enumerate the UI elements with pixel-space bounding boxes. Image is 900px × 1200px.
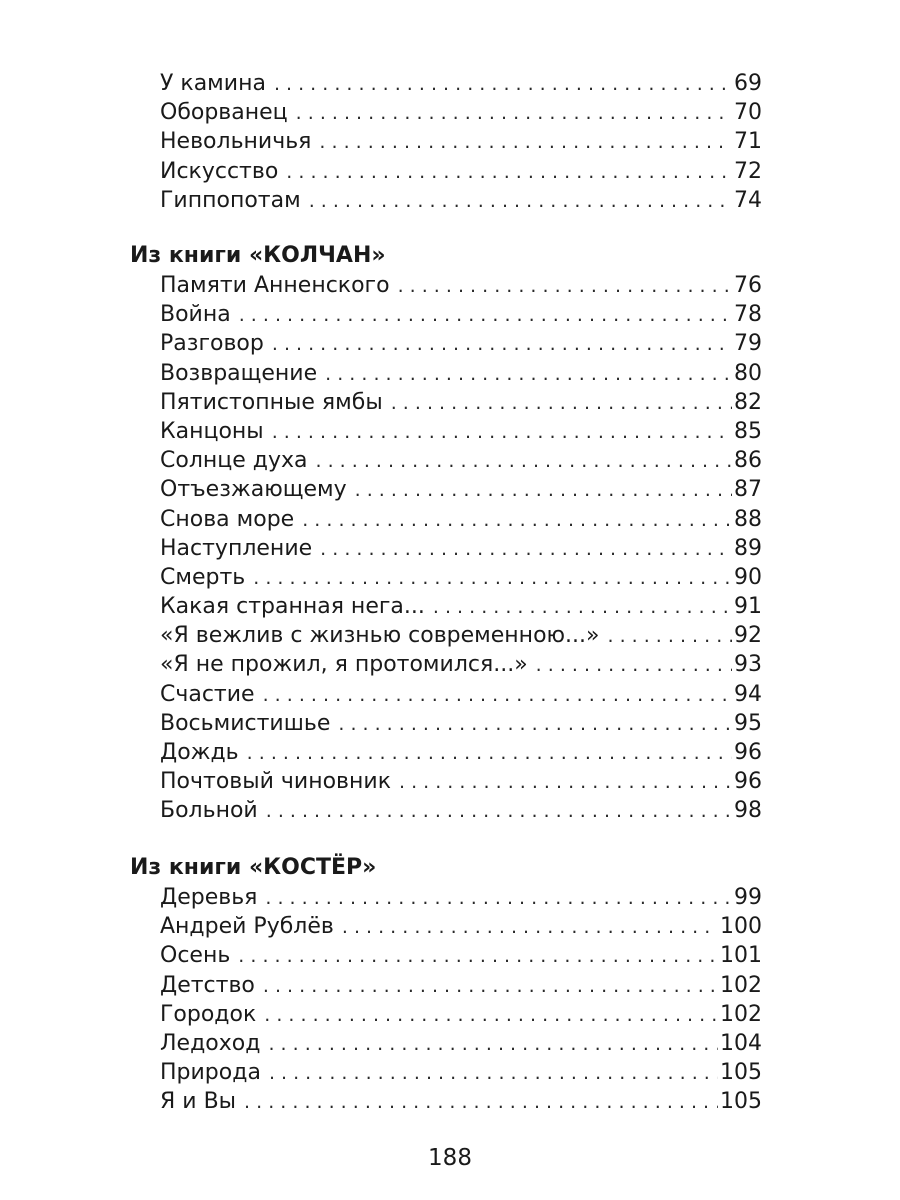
dot-leader <box>338 710 732 739</box>
toc-entry-page: 92 <box>734 623 762 649</box>
section-heading-koster: Из книги «КОСТЁР» <box>130 855 377 880</box>
dot-leader <box>316 447 732 476</box>
page-number: 188 <box>428 1145 472 1171</box>
toc-entry-title: Оборванец <box>160 100 288 126</box>
toc-entry-page: 72 <box>734 158 762 184</box>
toc-entry-page: 82 <box>734 389 762 415</box>
toc-entry-title: Дождь <box>160 740 239 765</box>
dot-leader <box>239 301 732 330</box>
dot-leader <box>264 1001 718 1030</box>
toc-entry-title: Пятистопные ямбы <box>160 389 383 415</box>
toc-entry <box>160 767 762 796</box>
dot-leader <box>238 942 718 971</box>
toc-entry-page: 71 <box>734 129 762 155</box>
toc-entry <box>160 475 762 504</box>
toc-entry-title: Счастие <box>160 681 255 707</box>
toc-entry-page: 89 <box>734 535 762 561</box>
dot-leader <box>253 564 732 593</box>
section-heading-kolchan: Из книги «КОЛЧАН» <box>130 243 386 268</box>
toc-entry-page: 79 <box>734 331 762 357</box>
toc-entry-title: Природа <box>160 1060 261 1086</box>
toc-entry-page: 105 <box>720 1060 762 1086</box>
toc-entry <box>160 388 762 417</box>
dot-leader <box>263 972 718 1001</box>
toc-entry-page: 90 <box>734 564 762 590</box>
toc-entry <box>160 563 762 592</box>
toc-entry <box>160 329 762 358</box>
toc-entry <box>160 127 762 156</box>
toc-entry-page: 96 <box>734 769 762 795</box>
dot-leader <box>265 884 732 913</box>
toc-entry-title: Канцоны <box>160 418 264 444</box>
toc-entry-page: 69 <box>734 71 762 96</box>
toc-entry-title: Смерть <box>160 564 246 590</box>
toc-entry-page: 98 <box>734 798 762 824</box>
toc-entry <box>160 417 762 446</box>
toc-entry-title: Осень <box>160 943 231 969</box>
toc-entry <box>160 186 762 215</box>
dot-leader <box>325 360 732 389</box>
toc-entry-title: Война <box>160 302 231 328</box>
dot-leader <box>268 1030 718 1059</box>
dot-leader <box>320 535 732 564</box>
toc-entry-page: 87 <box>734 477 762 503</box>
toc-entry-page: 104 <box>720 1030 762 1056</box>
dot-leader <box>286 158 732 187</box>
dot-leader <box>607 622 732 651</box>
toc-entry-title: Больной <box>160 798 258 824</box>
toc-entry <box>160 592 762 621</box>
toc-entry-title: Невольничья <box>160 129 312 155</box>
dot-leader <box>309 187 732 216</box>
toc-entry-title: Какая странная нега... <box>160 594 425 620</box>
toc-entry-page: 96 <box>734 740 762 765</box>
toc-entry-title: Разговор <box>160 331 264 357</box>
toc-entry <box>160 971 762 1000</box>
toc-entry <box>160 1029 762 1058</box>
dot-leader <box>399 768 732 797</box>
toc-entry <box>160 738 762 767</box>
toc-list-kolchan <box>160 271 762 826</box>
toc-entry-title: Наступление <box>160 535 313 561</box>
toc-entry-page: 99 <box>734 885 762 910</box>
dot-leader <box>342 913 718 942</box>
toc-entry-page: 91 <box>734 594 762 620</box>
toc-entry-page: 78 <box>734 302 762 328</box>
toc-entry-title: Детство <box>160 972 255 998</box>
dot-leader <box>433 593 732 622</box>
dot-leader <box>272 418 732 447</box>
toc-entry <box>160 941 762 970</box>
dot-leader <box>302 506 732 535</box>
toc-entry <box>160 69 762 98</box>
toc-entry-page: 76 <box>734 273 762 298</box>
toc-entry <box>160 446 762 475</box>
toc-entry-page: 88 <box>734 506 762 532</box>
dot-leader <box>263 681 732 710</box>
toc-entry-title: «Я не прожил, я протомился...» <box>160 652 528 678</box>
toc-entry-page: 93 <box>734 652 762 678</box>
toc-entry-title: Гиппопотам <box>160 187 301 213</box>
dot-leader <box>266 797 732 826</box>
toc-entry-page: 105 <box>720 1089 762 1115</box>
toc-entry <box>160 505 762 534</box>
toc-entry <box>160 157 762 186</box>
toc-entry-title: «Я вежлив с жизнью современною...» <box>160 623 600 649</box>
toc-entry-title: Снова море <box>160 506 295 532</box>
toc-entry-title: У камина <box>160 71 266 96</box>
toc-entry <box>160 796 762 825</box>
toc-entry-page: 70 <box>734 100 762 126</box>
toc-entry <box>160 912 762 941</box>
toc-entry-page: 95 <box>734 710 762 736</box>
dot-leader <box>247 739 732 768</box>
toc-entry <box>160 359 762 388</box>
toc-entry-title: Солнце духа <box>160 448 308 474</box>
toc-list-koster <box>160 883 762 1117</box>
toc-entry-page: 80 <box>734 360 762 386</box>
toc-entry <box>160 709 762 738</box>
toc-entry-page: 94 <box>734 681 762 707</box>
dot-leader <box>398 272 732 301</box>
toc-entry <box>160 1000 762 1029</box>
toc-entry <box>160 1058 762 1087</box>
dot-leader <box>296 99 732 128</box>
toc-entry-title: Городок <box>160 1001 257 1027</box>
dot-leader <box>274 70 732 99</box>
toc-entry-title: Восьмистишье <box>160 710 331 736</box>
toc-entry-page: 102 <box>720 1001 762 1027</box>
toc-entry <box>160 300 762 329</box>
toc-entry-page: 86 <box>734 448 762 474</box>
toc-entry-page: 100 <box>720 914 762 940</box>
dot-leader <box>272 330 732 359</box>
toc-entry-title: Искусство <box>160 158 279 184</box>
toc-entry-page: 102 <box>720 972 762 998</box>
toc-entry-title: Почтовый чиновник <box>160 769 391 795</box>
toc-entry-title: Ледоход <box>160 1030 261 1056</box>
toc-entry <box>160 1087 762 1116</box>
toc-entry-title: Памяти Анненского <box>160 273 390 298</box>
toc-entry <box>160 621 762 650</box>
toc-entry-page: 74 <box>734 187 762 213</box>
dot-leader <box>319 128 732 157</box>
toc-entry <box>160 650 762 679</box>
toc-list-continued <box>160 69 762 215</box>
toc-entry-title: Отъезжающему <box>160 477 347 503</box>
dot-leader <box>536 651 732 680</box>
toc-entry-title: Я и Вы <box>160 1089 237 1115</box>
toc-entry <box>160 534 762 563</box>
toc-entry-title: Возвращение <box>160 360 318 386</box>
toc-entry-title: Деревья <box>160 885 258 910</box>
dot-leader <box>244 1088 718 1117</box>
toc-entry-title: Андрей Рублёв <box>160 914 334 940</box>
dot-leader <box>355 476 732 505</box>
toc-entry <box>160 680 762 709</box>
toc-entry-page: 85 <box>734 418 762 444</box>
toc-entry-page: 101 <box>720 943 762 969</box>
toc-entry <box>160 271 762 300</box>
dot-leader <box>269 1059 718 1088</box>
toc-entry <box>160 883 762 912</box>
toc-entry <box>160 98 762 127</box>
dot-leader <box>391 389 732 418</box>
